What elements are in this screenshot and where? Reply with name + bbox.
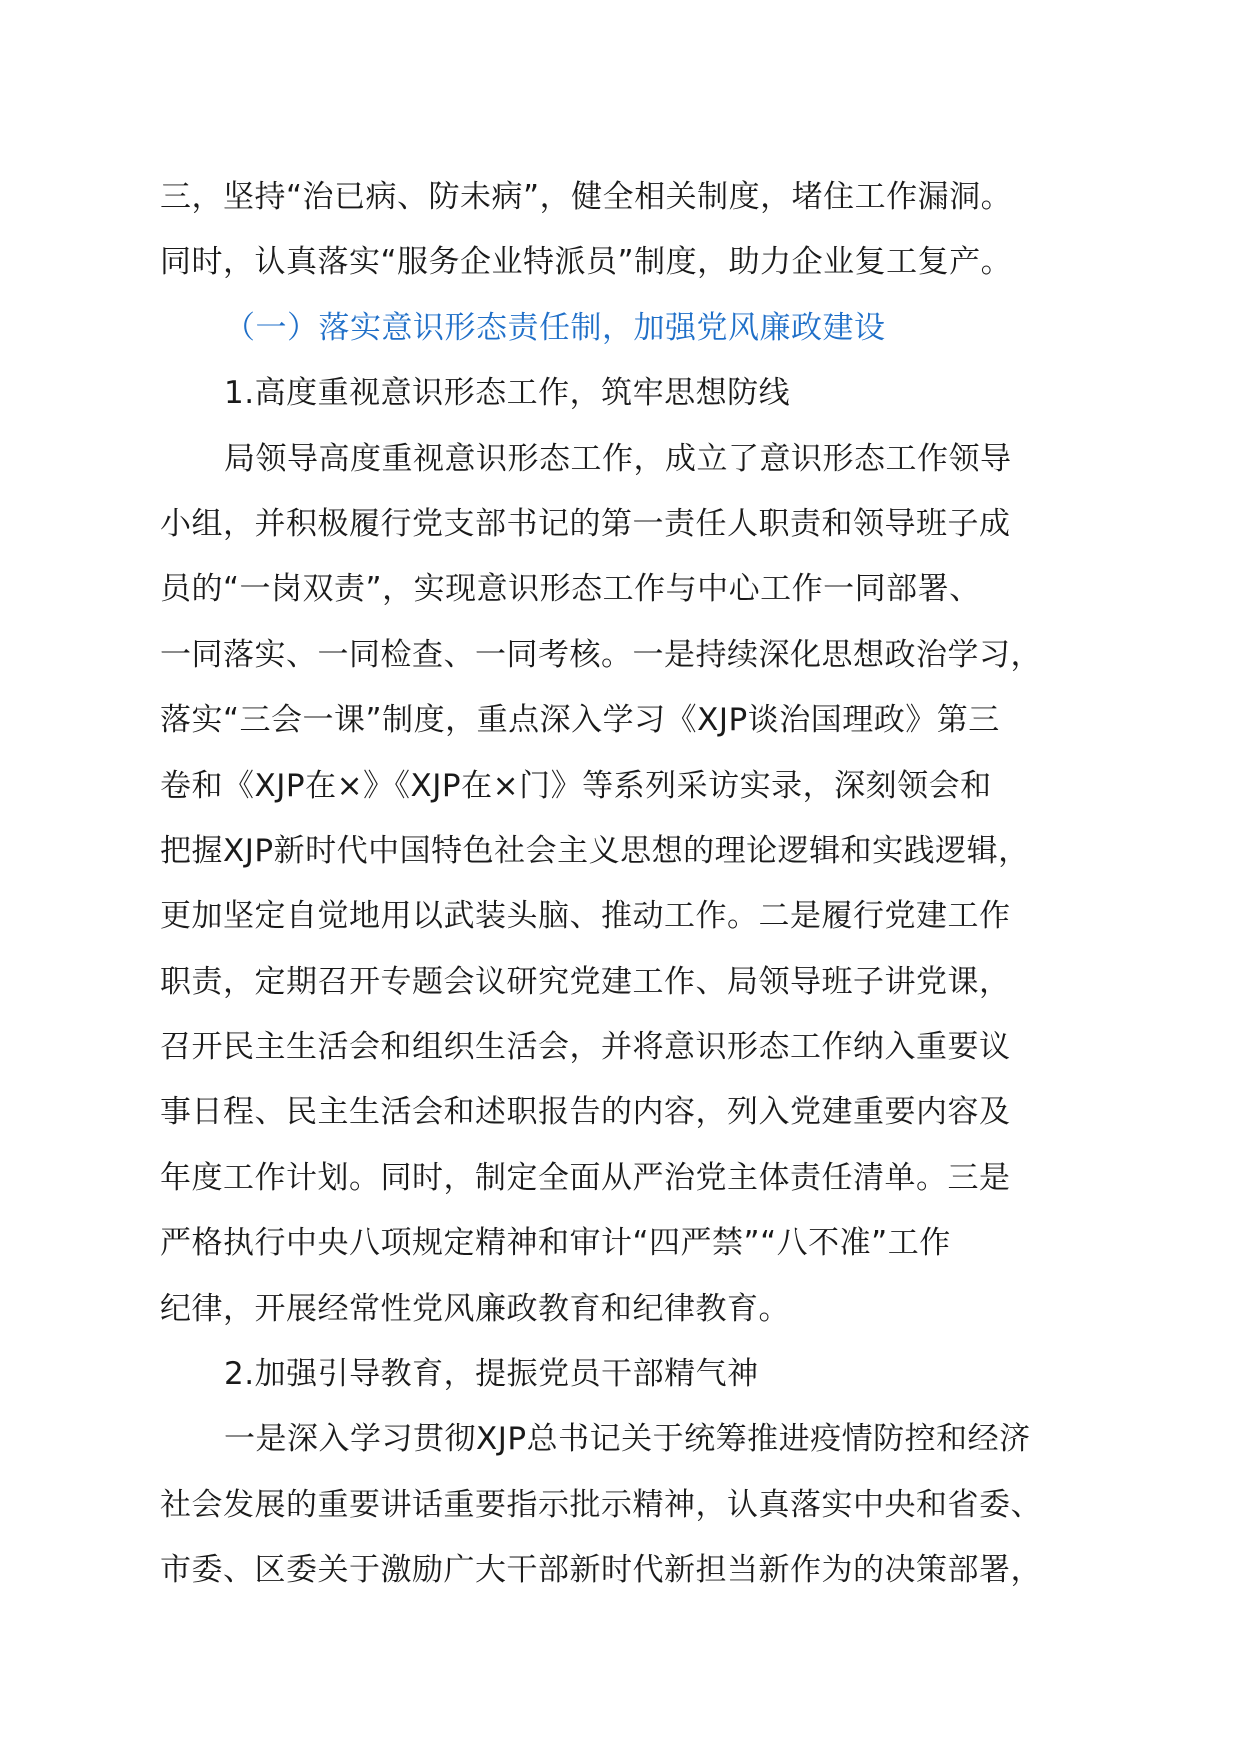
- paragraph-1-line-9: 职责，定期召开专题会议研究党建工作、局领导班子讲党课，: [160, 963, 1011, 1000]
- paragraph-1-line-3: 员的“一岗双责”，实现意识形态工作与中心工作一同部署、: [160, 571, 981, 608]
- subheading-2: 2.加强引导教育，提振党员干部精气神: [224, 1356, 759, 1393]
- paragraph-1-line-8: 更加坚定自觉地用以武装头脑、推动工作。二是履行党建工作: [160, 898, 1011, 935]
- paragraph-1-line-5: 落实“三会一课”制度，重点深入学习《XJP谈治国理政》第三: [160, 702, 1000, 739]
- paragraph-2-line-1: 一是深入学习贯彻XJP总书记关于统筹推进疫情防控和经济: [224, 1421, 1031, 1458]
- paragraph-1-line-7: 把握XJP新时代中国特色社会主义思想的理论逻辑和实践逻辑，: [160, 832, 1030, 869]
- paragraph-1-line-2: 小组，并积极履行党支部书记的第一责任人职责和领导班子成: [160, 505, 1011, 542]
- paragraph-1-line-4: 一同落实、一同检查、一同考核。一是持续深化思想政治学习，: [160, 636, 1042, 673]
- paragraph-1-line-1: 局领导高度重视意识形态工作，成立了意识形态工作领导: [224, 440, 1012, 477]
- body-line-2: 同时，认真落实“服务企业特派员”制度，助力企业复工复产。: [160, 244, 1013, 281]
- paragraph-1-line-14: 纪律，开展经常性党风廉政教育和纪律教育。: [160, 1290, 790, 1327]
- paragraph-2-line-3: 市委、区委关于激励广大干部新时代新担当新作为的决策部署，: [160, 1552, 1042, 1589]
- paragraph-1-line-13: 严格执行中央八项规定精神和审计“四严禁”“八不准”工作: [160, 1225, 951, 1262]
- paragraph-1-line-10: 召开民主生活会和组织生活会，并将意识形态工作纳入重要议: [160, 1029, 1011, 1066]
- paragraph-1-line-11: 事日程、民主生活会和述职报告的内容，列入党建重要内容及: [160, 1094, 1011, 1131]
- subheading-1: 1.高度重视意识形态工作，筑牢思想防线: [224, 375, 791, 412]
- body-line-1: 三，坚持“治已病、防未病”，健全相关制度，堵住工作漏洞。: [160, 179, 1013, 215]
- paragraph-2-line-2: 社会发展的重要讲话重要指示批示精神，认真落实中央和省委、: [160, 1486, 1042, 1523]
- document-body: [160, 165, 1120, 1604]
- section-heading: （一）落实意识形态责任制，加强党风廉政建设: [224, 309, 886, 346]
- paragraph-1-line-12: 年度工作计划。同时，制定全面从严治党主体责任清单。三是: [160, 1159, 1011, 1196]
- paragraph-1-line-6: 卷和《XJP在×》《XJP在×门》等系列采访实录，深刻领会和: [160, 767, 992, 804]
